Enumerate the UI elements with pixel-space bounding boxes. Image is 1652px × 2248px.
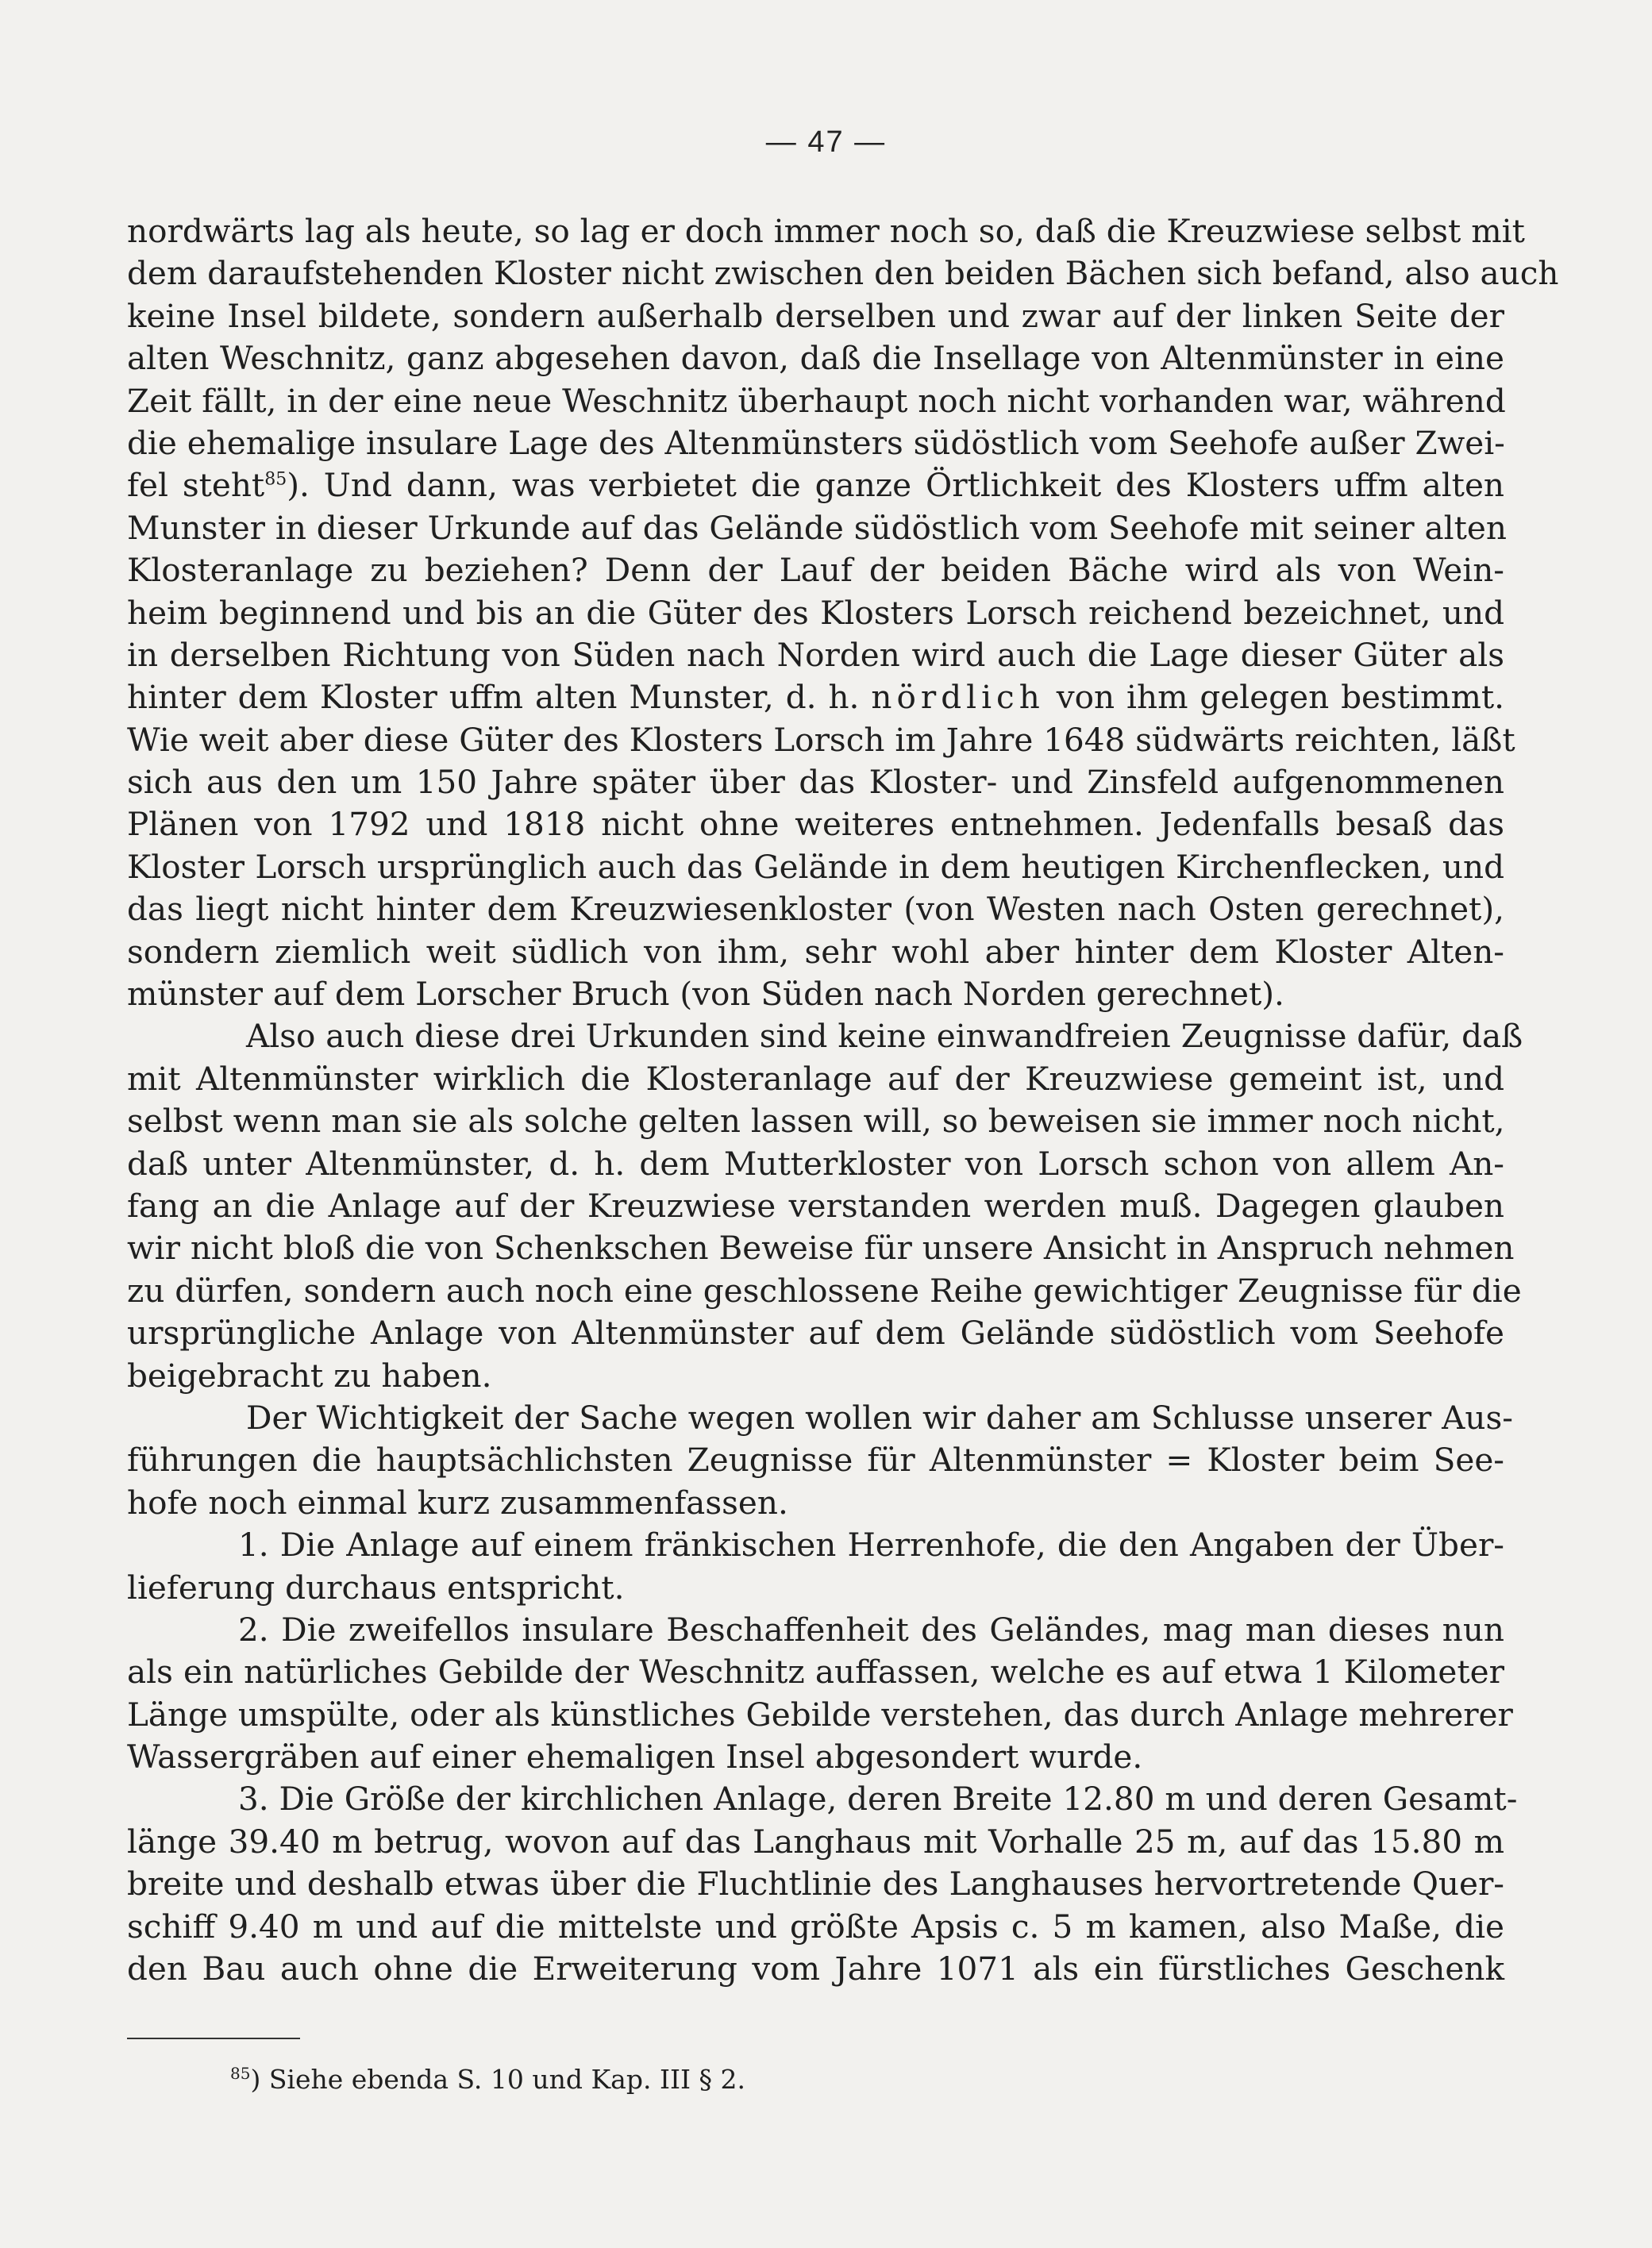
text-fragment: ). Und dann, was verbietet die ganze Örtlichkeit des Klosters uffm alten bbox=[287, 466, 1505, 505]
text-line: in derselben Richtung von Süden nach Norden wird auch die Lage dieser Güter als bbox=[127, 635, 1504, 674]
text-line: schiff 9.40 m und auf die mittelste und größte Apsis c. 5 m kamen, also Maße, die bbox=[127, 1907, 1504, 1946]
text-fragment: von ihm gelegen bestimmt. bbox=[1056, 678, 1504, 717]
text-fragment: fel steht bbox=[127, 466, 265, 505]
emphasized-word: nördlich bbox=[871, 678, 1045, 717]
text-line: lieferung durchaus entspricht. bbox=[127, 1568, 625, 1607]
text-line: führungen die hauptsächlichsten Zeugnisse für Altenmünster = Kloster beim See- bbox=[127, 1441, 1504, 1480]
text-line: selbst wenn man sie als solche gelten lassen will, so beweisen sie immer noch nicht, bbox=[127, 1102, 1505, 1141]
text-line: Länge umspülte, oder als künstliches Gebilde verstehen, das durch Anlage mehrerer bbox=[127, 1695, 1513, 1734]
text-line: Munster in dieser Urkunde auf das Gelände südöstlich vom Seehofe mit seiner alten bbox=[127, 508, 1507, 547]
text-line: nordwärts lag als heute, so lag er doch immer noch so, daß die Kreuzwiese selbst mit bbox=[127, 212, 1525, 250]
footnote-reference: 85 bbox=[264, 469, 287, 490]
text-line: Zeit fällt, in der eine neue Weschnitz überhaupt noch nicht vorhanden war, während bbox=[127, 381, 1506, 420]
text-line: wir nicht bloß die von Schenkschen Beweise für unsere Ansicht in Anspruch nehmen bbox=[127, 1229, 1515, 1268]
text-line: zu dürfen, sondern auch noch eine geschlossene Reihe gewichtiger Zeugnisse für die bbox=[127, 1271, 1522, 1310]
footnote-text: ) Siehe ebenda S. 10 und Kap. III § 2. bbox=[250, 2064, 746, 2095]
text-line: Plänen von 1792 und 1818 nicht ohne weiteres entnehmen. Jedenfalls besaß das bbox=[127, 805, 1504, 844]
text-line: hofe noch einmal kurz zusammenfassen. bbox=[127, 1483, 788, 1522]
text-line: mit Altenmünster wirklich die Klosteranlage auf der Kreuzwiese gemeint ist, und bbox=[127, 1059, 1504, 1098]
footnote bbox=[230, 2062, 745, 2097]
text-line: ursprüngliche Anlage von Altenmünster auf dem Gelände südöstlich vom Seehofe bbox=[127, 1314, 1504, 1353]
text-line: Klosteranlage zu beziehen? Denn der Lauf der beiden Bäche wird als von Wein- bbox=[127, 551, 1504, 590]
text-line: länge 39.40 m betrug, wovon auf das Langhaus mit Vorhalle 25 m, auf das 15.80 m bbox=[127, 1822, 1504, 1861]
text-line: Der Wichtigkeit der Sache wegen wollen wir daher am Schlusse unserer Aus- bbox=[246, 1398, 1513, 1437]
text-line: das liegt nicht hinter dem Kreuzwiesenkloster (von Westen nach Osten gerechnet), bbox=[127, 890, 1504, 929]
text-line: münster auf dem Lorscher Bruch (von Süden nach Norden gerechnet). bbox=[127, 975, 1284, 1014]
text-line: dem daraufstehenden Kloster nicht zwischen den beiden Bächen sich befand, also auch bbox=[127, 254, 1559, 293]
text-line: breite und deshalb etwas über die Fluchtlinie des Langhauses hervortretende Quer- bbox=[127, 1865, 1504, 1903]
text-line: als ein natürliches Gebilde der Weschnitz auffassen, welche es auf etwa 1 Kilometer bbox=[127, 1653, 1504, 1692]
footnote-marker: 85 bbox=[230, 2064, 251, 2083]
text-line: Wassergräben auf einer ehemaligen Insel abgesondert wurde. bbox=[127, 1738, 1143, 1776]
list-item-line: 2. Die zweifellos insulare Beschaffenheit des Geländes, mag man dieses nun bbox=[238, 1610, 1504, 1649]
text-line: sich aus den um 150 Jahre später über das Kloster- und Zinsfeld aufgenommenen bbox=[127, 763, 1504, 802]
text-line: beigebracht zu haben. bbox=[127, 1356, 492, 1395]
text-line: die ehemalige insulare Lage des Altenmünsters südöstlich vom Seehofe außer Zwei- bbox=[127, 423, 1505, 462]
text-line bbox=[127, 464, 1504, 506]
text-line bbox=[127, 676, 1504, 718]
text-fragment: hinter dem Kloster uffm alten Munster, d. h. bbox=[127, 678, 860, 717]
list-item-line: 1. Die Anlage auf einem fränkischen Herrenhofe, die den Angaben der Über- bbox=[238, 1526, 1504, 1565]
text-line: Also auch diese drei Urkunden sind keine einwandfreien Zeugnisse dafür, daß bbox=[246, 1017, 1523, 1056]
text-line: Kloster Lorsch ursprünglich auch das Gelände in dem heutigen Kirchenflecken, und bbox=[127, 847, 1504, 886]
text-line: sondern ziemlich weit südlich von ihm, sehr wohl aber hinter dem Kloster Alten- bbox=[127, 932, 1504, 971]
page-number: — 47 — bbox=[765, 125, 887, 159]
text-line: den Bau auch ohne die Erweiterung vom Jahre 1071 als ein fürstliches Geschenk bbox=[127, 1950, 1504, 1988]
text-line: heim beginnend und bis an die Güter des Klosters Lorsch reichend bezeichnet, und bbox=[127, 593, 1504, 632]
text-line: Wie weit aber diese Güter des Klosters Lorsch im Jahre 1648 südwärts reichten, läßt bbox=[127, 720, 1515, 759]
list-item-line: 3. Die Größe der kirchlichen Anlage, deren Breite 12.80 m und deren Gesamt- bbox=[238, 1780, 1518, 1819]
body-text bbox=[127, 210, 1559, 1990]
text-line: daß unter Altenmünster, d. h. dem Mutterkloster von Lorsch schon von allem An- bbox=[127, 1144, 1504, 1183]
footnote-divider bbox=[127, 2038, 300, 2039]
text-line: alten Weschnitz, ganz abgesehen davon, daß die Insellage von Altenmünster in eine bbox=[127, 339, 1504, 378]
text-line: fang an die Anlage auf der Kreuzwiese verstanden werden muß. Dagegen glauben bbox=[127, 1186, 1504, 1225]
text-line: keine Insel bildete, sondern außerhalb derselben und zwar auf der linken Seite der bbox=[127, 296, 1504, 335]
